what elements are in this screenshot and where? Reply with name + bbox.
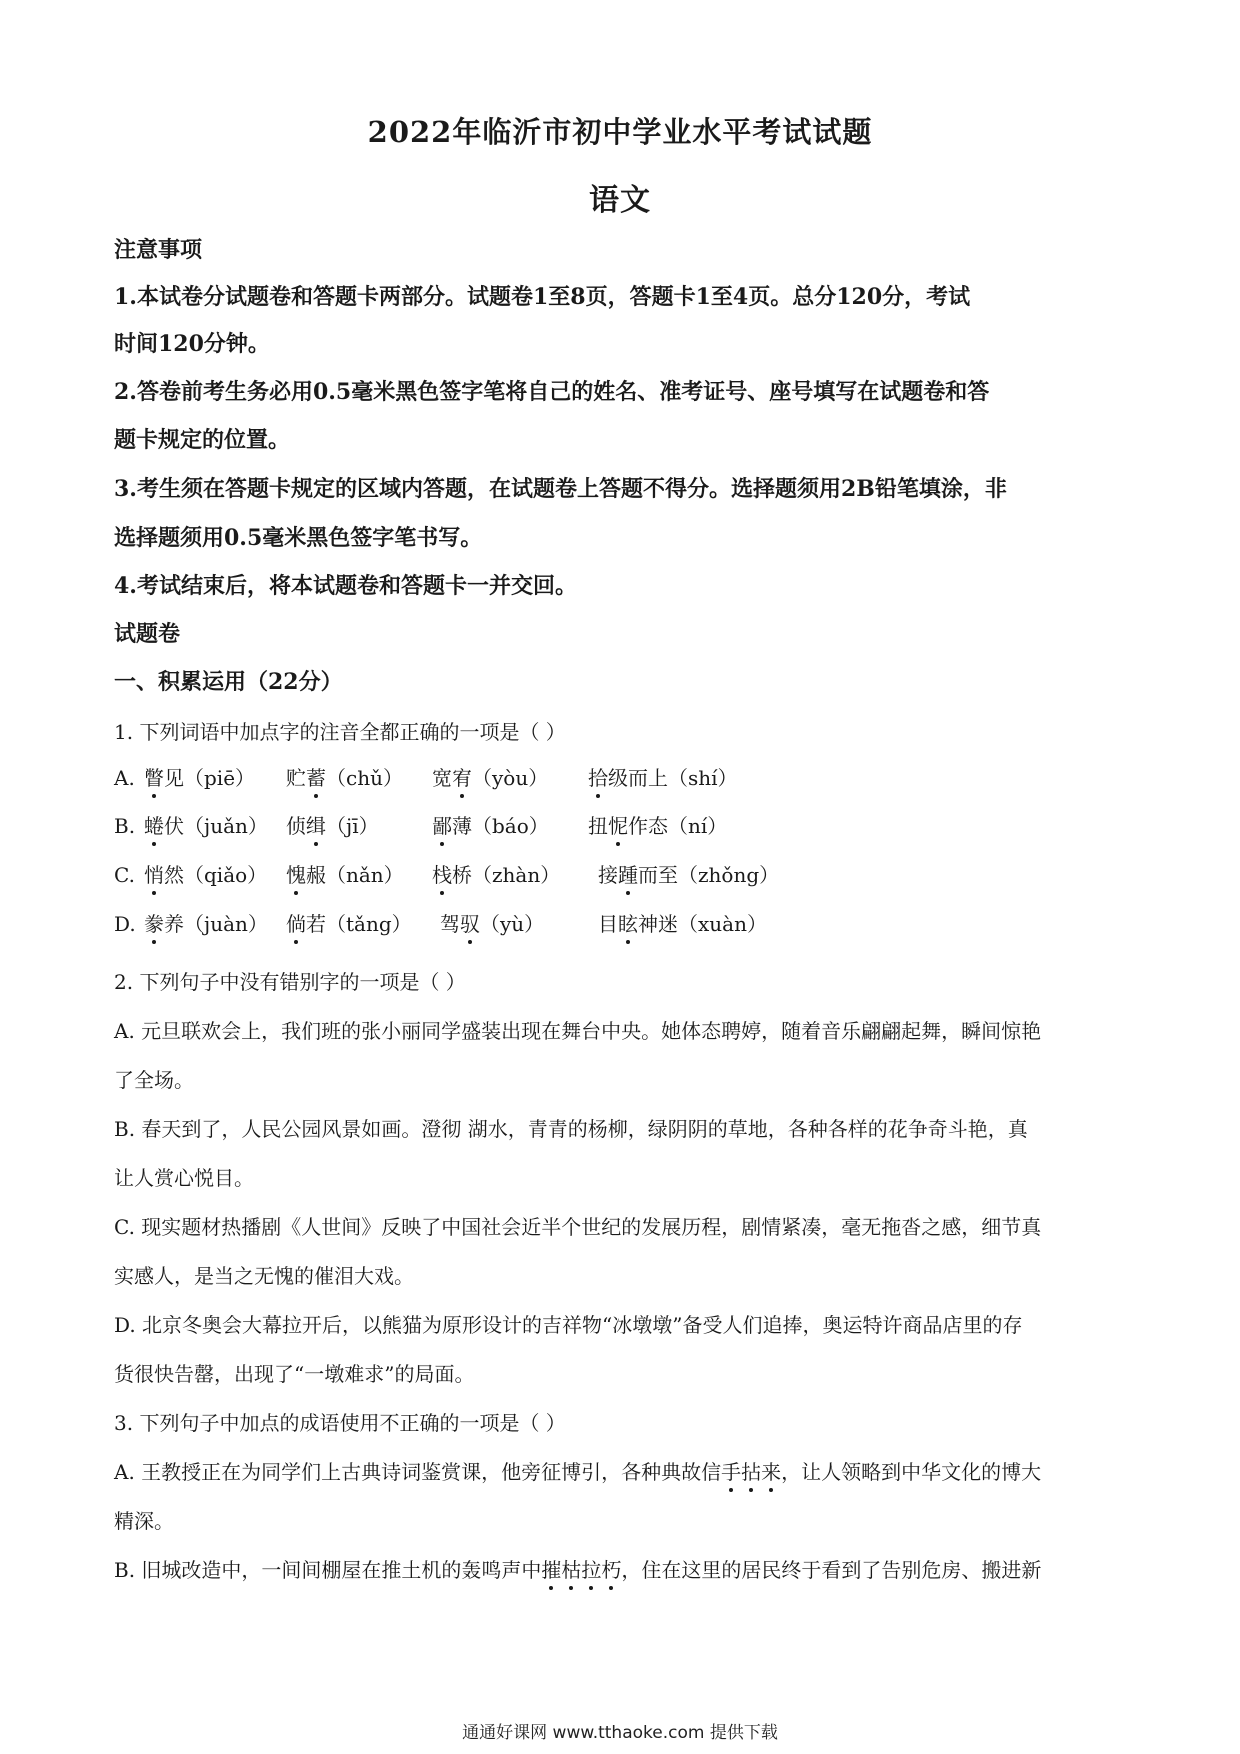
option-item — [144, 764, 255, 792]
plain-text: B. 旧城改造中，一间间棚屋在推土机的轰鸣声中 — [114, 1558, 542, 1582]
option-item — [588, 764, 738, 792]
plain-text: （chǔ） — [326, 766, 403, 790]
dotted-char: 朽 — [601, 1558, 622, 1582]
option-item — [286, 910, 412, 938]
plain-text: A. 王教授正在为同学们上古典诗词鉴赏课，他旁征博引，各种典故信 — [114, 1460, 722, 1484]
question-1-option-c — [114, 861, 1114, 891]
dotted-char: 鄙 — [432, 814, 452, 838]
plain-text: 桥（zhàn） — [452, 863, 561, 887]
option-item — [432, 764, 548, 792]
plain-text: 赧（nǎn） — [306, 863, 404, 887]
question-1-option-b — [114, 812, 1114, 842]
plain-text: 养（juàn） — [164, 912, 268, 936]
notice-line: 4.考试结束后，将本试题卷和答题卡一并交回。 — [114, 573, 577, 599]
dotted-char: 栈 — [432, 863, 452, 887]
plain-text: 然（qiǎo） — [164, 863, 268, 887]
dotted-char: 摧 — [541, 1558, 562, 1582]
notice-line: 时间120分钟。 — [114, 331, 270, 357]
notice-line: 题卡规定的位置。 — [114, 427, 291, 453]
plain-text: 伏（juǎn） — [164, 814, 268, 838]
dotted-char: 倘 — [286, 912, 306, 936]
question-2-text: A. 元旦联欢会上，我们班的张小丽同学盛装出现在舞台中央。她体态聘婷，随着音乐翩翩起舞，瞬间惊艳 — [114, 1019, 1042, 1043]
question-3-option-b — [114, 1556, 1041, 1584]
question-1-stem: 1. 下列词语中加点字的注音全都正确的一项是（ ） — [114, 720, 566, 744]
plain-text: 贮 — [286, 766, 306, 790]
dotted-char: 拾 — [588, 766, 608, 790]
option-letter: A. — [114, 766, 135, 790]
plain-text: 目 — [598, 912, 618, 936]
option-item — [144, 910, 268, 938]
dotted-char: 枯 — [561, 1558, 582, 1582]
dotted-char: 瞥 — [144, 766, 164, 790]
question-3-stem: 3. 下列句子中加点的成语使用不正确的一项是（ ） — [114, 1411, 566, 1435]
page-title: 2022年临沂市初中学业水平考试试题 — [367, 115, 873, 149]
dotted-char: 怩 — [608, 814, 628, 838]
question-3-option-a — [114, 1458, 1041, 1486]
question-1-option-d — [114, 910, 1114, 940]
plain-text: （yòu） — [472, 766, 549, 790]
dotted-char: 愧 — [286, 863, 306, 887]
plain-text: 而至（zhǒng） — [638, 863, 780, 887]
question-2-text: B. 春天到了，人民公园风景如画。澄彻 湖水，青青的杨柳，绿阴阴的草地，各种各样的花争奇斗艳，真 — [114, 1117, 1028, 1141]
option-item — [440, 910, 544, 938]
dotted-char: 蜷 — [144, 814, 164, 838]
option-item — [286, 764, 403, 792]
footer-text: 通通好课网 www.tthaoke.com 提供下载 — [462, 1723, 778, 1743]
paper-label: 试题卷 — [114, 621, 181, 647]
plain-text: ，让人领略到中华文化的博大 — [781, 1460, 1042, 1484]
option-item — [286, 812, 379, 840]
dotted-char: 眩 — [618, 912, 638, 936]
question-2-text: C. 现实题材热播剧《人世间》反映了中国社会近半个世纪的发展历程，剧情紧凑，毫无拖沓之感，细节真 — [114, 1215, 1042, 1239]
section-heading: 一、积累运用（22分） — [114, 669, 343, 695]
notice-line: 选择题须用0.5毫米黑色签字笔书写。 — [114, 525, 483, 551]
plain-text: （jī） — [326, 814, 379, 838]
dotted-char: 宥 — [452, 766, 472, 790]
option-item — [432, 861, 560, 889]
notice-line: 1.本试卷分试题卷和答题卡两部分。试题卷1至8页，答题卡1至4页。总分120分，考试 — [114, 284, 971, 310]
plain-text: 若（tǎng） — [306, 912, 412, 936]
option-item — [598, 910, 767, 938]
subject-title: 语文 — [589, 183, 651, 218]
plain-text: 侦 — [286, 814, 306, 838]
plain-text: 作态（ní） — [628, 814, 728, 838]
plain-text: 级而上（shí） — [608, 766, 738, 790]
option-item — [598, 861, 779, 889]
notice-heading: 注意事项 — [114, 237, 203, 263]
question-2-text: 让人赏心悦目。 — [114, 1166, 254, 1190]
dotted-char: 踵 — [618, 863, 638, 887]
notice-line: 2.答卷前考生务必用0.5毫米黑色签字笔将自己的姓名、准考证号、座号填写在试题卷和答 — [114, 379, 990, 405]
question-2-text: 实感人，是当之无愧的催泪大戏。 — [114, 1264, 414, 1288]
plain-text: （yù） — [480, 912, 545, 936]
dotted-char: 拈 — [741, 1460, 762, 1484]
option-item — [286, 861, 404, 889]
plain-text: 驾 — [440, 912, 460, 936]
option-item — [588, 812, 727, 840]
question-2-stem: 2. 下列句子中没有错别字的一项是（ ） — [114, 970, 466, 994]
option-letter: B. — [114, 814, 136, 838]
plain-text: 薄（báo） — [452, 814, 549, 838]
dotted-char: 悄 — [144, 863, 164, 887]
question-3-text: 精深。 — [114, 1509, 174, 1533]
plain-text: 宽 — [432, 766, 452, 790]
question-1-option-a — [114, 764, 1114, 794]
plain-text: ，住在这里的居民终于看到了告别危房、搬进新 — [621, 1558, 1042, 1582]
dotted-char: 驭 — [460, 912, 480, 936]
plain-text: 扭 — [588, 814, 608, 838]
dotted-char: 蓄 — [306, 766, 326, 790]
plain-text: 神迷（xuàn） — [638, 912, 767, 936]
dotted-char: 缉 — [306, 814, 326, 838]
question-2-text: 了全场。 — [114, 1068, 194, 1092]
option-item — [432, 812, 549, 840]
question-2-text: D. 北京冬奥会大幕拉开后，以熊猫为原形设计的吉祥物“冰墩墩”备受人们追捧，奥运特许商品店里的存 — [114, 1313, 1023, 1337]
option-letter: C. — [114, 863, 135, 887]
question-2-text: 货很快告罄，出现了“一墩难求”的局面。 — [114, 1362, 475, 1386]
dotted-char: 豢 — [144, 912, 164, 936]
option-letter: D. — [114, 912, 136, 936]
dotted-char: 手 — [721, 1460, 742, 1484]
plain-text: 见（piē） — [164, 766, 256, 790]
dotted-char: 拉 — [581, 1558, 602, 1582]
notice-line: 3.考生须在答题卡规定的区域内答题，在试题卷上答题不得分。选择题须用2B铅笔填涂，非 — [114, 476, 1007, 502]
plain-text: 接 — [598, 863, 618, 887]
option-item — [144, 812, 268, 840]
dotted-char: 来 — [761, 1460, 782, 1484]
option-item — [144, 861, 267, 889]
